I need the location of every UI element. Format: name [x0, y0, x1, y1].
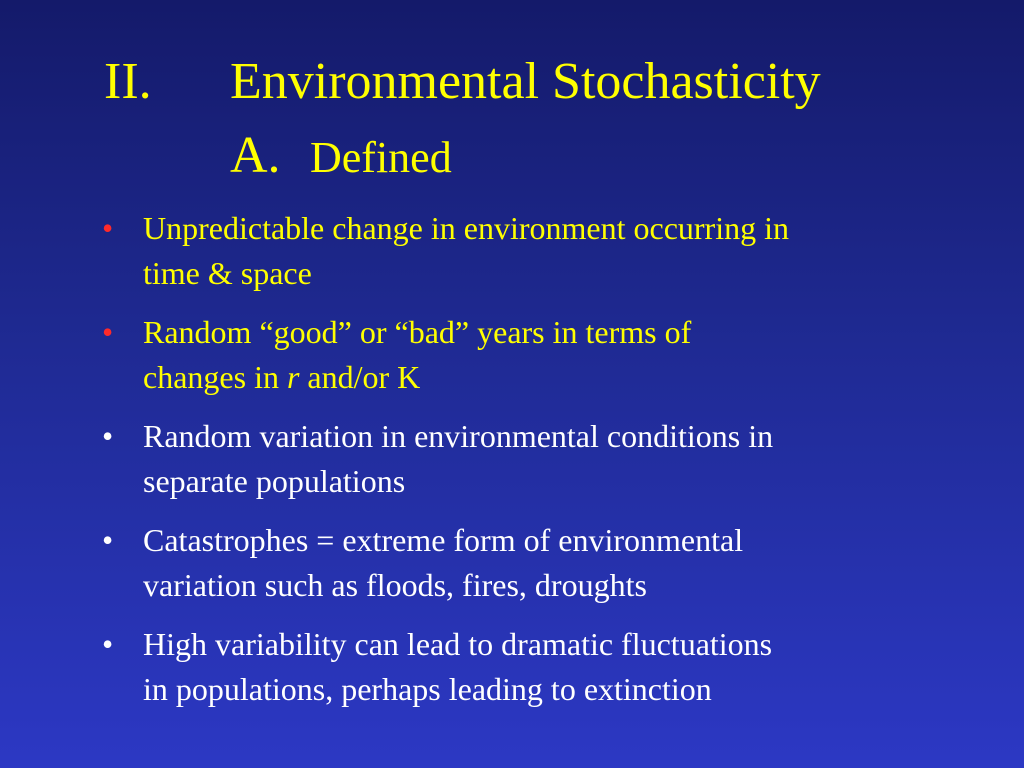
bullet-marker: • [102, 626, 114, 662]
bullet-text-line: Catastrophes = extreme form of environmental [143, 522, 744, 558]
bullet-item-random-variation [102, 414, 982, 504]
section-number: II. [104, 53, 152, 110]
bullet-text-line: Unpredictable change in environment occurring in [143, 210, 789, 246]
bullet-item-high-variability [102, 622, 982, 712]
subsection-title: Defined [310, 133, 452, 182]
bullet-marker: • [102, 314, 114, 350]
bullet-text-line: Random “good” or “bad” years in terms of [143, 314, 692, 350]
bullet-item-catastrophes [102, 518, 982, 608]
bullet-marker: • [102, 522, 114, 558]
bullet-text-line-suffix: and/or K [299, 359, 421, 395]
slide-title [104, 52, 821, 112]
bullet-marker: • [102, 418, 114, 454]
subsection-letter: A. [230, 127, 281, 184]
bullet-marker: • [102, 210, 114, 246]
section-title: Environmental Stochasticity [230, 53, 821, 110]
bullet-text-line: time & space [143, 255, 312, 291]
italic-r-symbol: r [286, 359, 300, 395]
slide-subtitle [230, 126, 452, 188]
bullet-text-line: variation such as floods, fires, droughts [143, 567, 647, 603]
bullet-item-random-years [102, 310, 982, 400]
bullet-text-line: Random variation in environmental conditions in [143, 418, 774, 454]
bullet-text-line: High variability can lead to dramatic fluctuations [143, 626, 773, 662]
bullet-text-line-prefix: changes in [143, 359, 287, 395]
bullet-list [102, 206, 982, 726]
bullet-text-line: separate populations [143, 463, 406, 499]
bullet-text-line: in populations, perhaps leading to extinction [143, 671, 712, 707]
bullet-item-unpredictable-change [102, 206, 982, 296]
